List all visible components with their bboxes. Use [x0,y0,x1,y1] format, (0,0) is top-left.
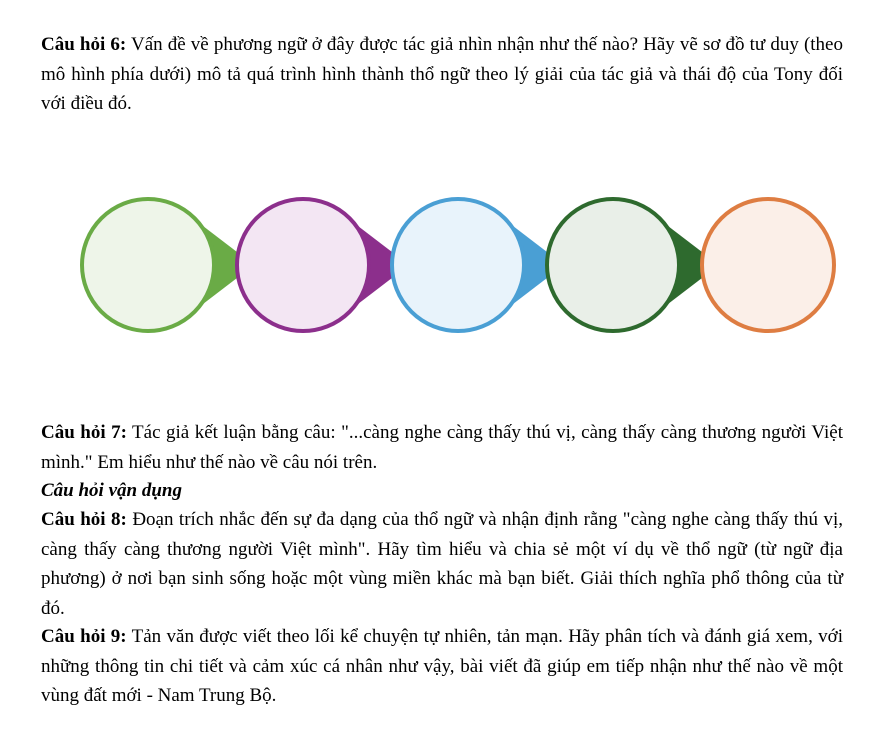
question-6-label: Câu hỏi 6: [41,34,127,55]
question-8-label: Câu hỏi 8: [41,509,127,530]
question-7 [41,418,843,477]
mind-map-circle-5 [702,199,834,331]
mind-map-node-3 [392,199,564,331]
question-7-label: Câu hỏi 7: [41,422,127,443]
mind-map-circle-4 [547,199,679,331]
mind-map-node-2 [237,199,409,331]
mind-map-circle-2 [237,199,369,331]
question-7-text: Tác giả kết luận bằng câu: "...càng nghe càng thấy thú vị, càng thấy càng thương người Việt mình." Em hiểu như thế nào về câu nói trên. [41,422,843,473]
mind-map-node-4 [547,199,719,331]
question-9-label: Câu hỏi 9: [41,626,127,647]
mind-map-node-5 [702,199,834,331]
question-9-text: Tản văn được viết theo lối kể chuyện tự nhiên, tản mạn. Hãy phân tích và đánh giá xem, với những thông tin chi tiết và cảm xúc cá nhân như vậy, bài viết đã giúp em tiếp nhận như thế nào về một vùng đất mới - Nam Trung Bộ. [41,626,843,706]
mind-map-diagram [60,175,850,375]
question-8-text: Đoạn trích nhắc đến sự đa dạng của thổ ngữ và nhận định rằng "càng nghe càng thấy thú vị, càng thấy càng thương người Việt mình". Hãy tìm hiểu và chia sẻ một ví dụ về thổ ngữ (từ ngữ địa phương) ở nơi bạn sinh sống hoặc một vùng miền khác mà bạn biết. Giải thích nghĩa phổ thông của từ đó. [41,509,843,619]
question-6 [41,30,843,119]
question-9 [41,622,843,711]
question-6-text: Vấn đề về phương ngữ ở đây được tác giả nhìn nhận như thế nào? Hãy vẽ sơ đồ tư duy (theo mô hình phía dưới) mô tả quá trình hình thành thổ ngữ theo lý giải của tác giả và thái độ của Tony đối với điều đó. [41,34,843,114]
mind-map-node-1 [82,199,254,331]
mind-map-circle-3 [392,199,524,331]
mind-map-circle-1 [82,199,214,331]
section-heading-application: Câu hỏi vận dụng [41,480,182,501]
question-8 [41,505,843,623]
